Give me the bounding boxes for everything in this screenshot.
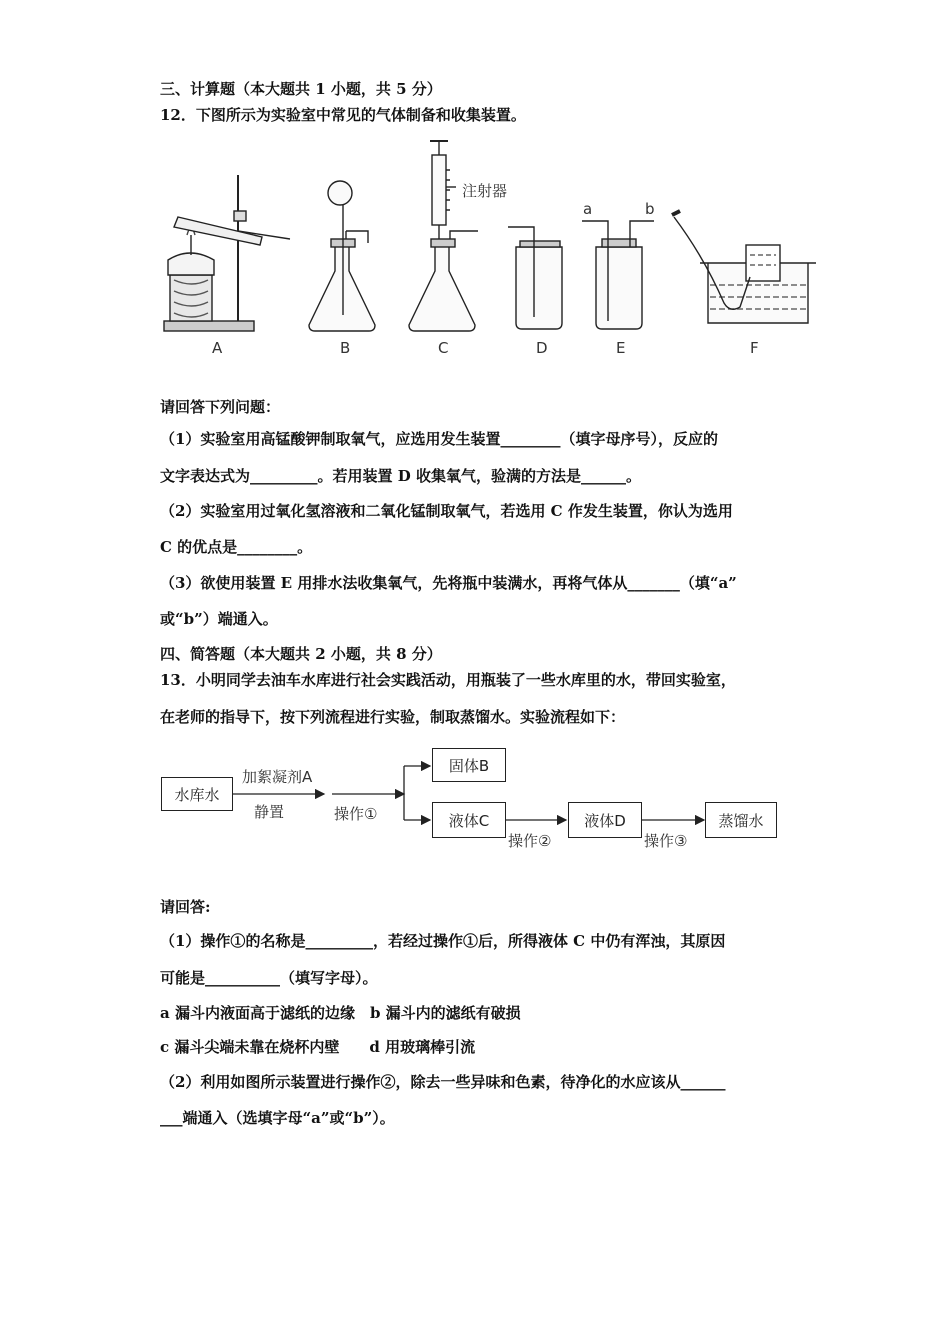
flow-liquid-c-box: 液体C: [432, 802, 506, 838]
label-f: F: [750, 339, 759, 357]
q12-stem: 12．下图所示为实验室中常见的气体制备和收集装置。: [160, 106, 526, 124]
section3-heading: 三、计算题（本大题共 1 小题，共 5 分）: [160, 80, 442, 98]
apparatus-d: [508, 227, 562, 329]
flow-distilled-box: 蒸馏水: [705, 802, 777, 838]
q13-answer-line-1: （1）操作①的名称是_________，若经过操作①后，所得液体 C 中仍有浑浊，其原因: [160, 932, 726, 950]
q12-prompt: 请回答下列问题：: [160, 398, 281, 416]
flow-op2: 操作②: [508, 832, 552, 850]
label-c: C: [438, 339, 449, 357]
apparatus-a: [164, 175, 290, 331]
q13-line-1: 13．小明同学去油车水库进行社会实践活动，用瓶装了一些水库里的水，带回实验室，: [160, 671, 736, 689]
q12-line-4: C 的优点是________。: [160, 538, 313, 556]
q13-option-cd: c 漏斗尖端未靠在烧杯内壁 d 用玻璃棒引流: [160, 1038, 476, 1056]
flow-start-box: 水库水: [161, 777, 233, 811]
apparatus-e: [582, 221, 654, 329]
flow-liquid-d-box: 液体D: [568, 802, 642, 838]
syringe-label: 注射器: [462, 182, 508, 200]
q13-line-2: 在老师的指导下，按下列流程进行实验，制取蒸馏水。实验流程如下：: [160, 708, 626, 726]
q13-answer-line-3: （2）利用如图所示装置进行操作②，除去一些异味和色素，待净化的水应该从______: [160, 1073, 726, 1091]
apparatus-c: [409, 141, 478, 331]
q12-line-3: （2）实验室用过氧化氢溶液和二氧化锰制取氧气，若选用 C 作发生装置，你认为选用: [160, 502, 733, 520]
label-a: A: [212, 339, 223, 357]
label-e: E: [616, 339, 626, 357]
port-b-label: b: [645, 200, 655, 218]
apparatus-b: [309, 181, 375, 331]
port-a-label: a: [583, 200, 593, 218]
flow-op3: 操作③: [644, 832, 688, 850]
apparatus-f: [672, 211, 816, 323]
label-d: D: [536, 339, 548, 357]
flow-step1-top: 加絮凝剂A: [242, 768, 313, 786]
q12-line-6: 或“b”）端通入。: [160, 610, 278, 628]
q13-prompt: 请回答:: [160, 898, 211, 916]
q13-answer-line-4: ___端通入（选填字母“a”或“b”）。: [160, 1109, 395, 1127]
section4-heading: 四、简答题（本大题共 2 小题，共 8 分）: [160, 645, 442, 663]
q12-line-5: （3）欲使用装置 E 用排水法收集氧气，先将瓶中装满水，再将气体从_______（填“a”: [160, 574, 737, 592]
flow-solid-b-box: 固体B: [432, 748, 506, 782]
label-b: B: [340, 339, 351, 357]
q13-option-ab: a 漏斗内液面高于滤纸的边缘 b 漏斗内的滤纸有破损: [160, 1004, 521, 1022]
flow-op1: 操作①: [334, 805, 378, 823]
q13-answer-line-2: 可能是__________（填写字母）。: [160, 969, 378, 987]
flow-step1-bottom: 静置: [254, 803, 285, 821]
apparatus-figure: [150, 135, 820, 365]
q12-line-2: 文字表达式为_________。若用装置 D 收集氧气，验满的方法是______。: [160, 467, 641, 485]
q12-line-1: （1）实验室用高锰酸钾制取氧气，应选用发生装置________（填字母序号），反应的: [160, 430, 718, 448]
